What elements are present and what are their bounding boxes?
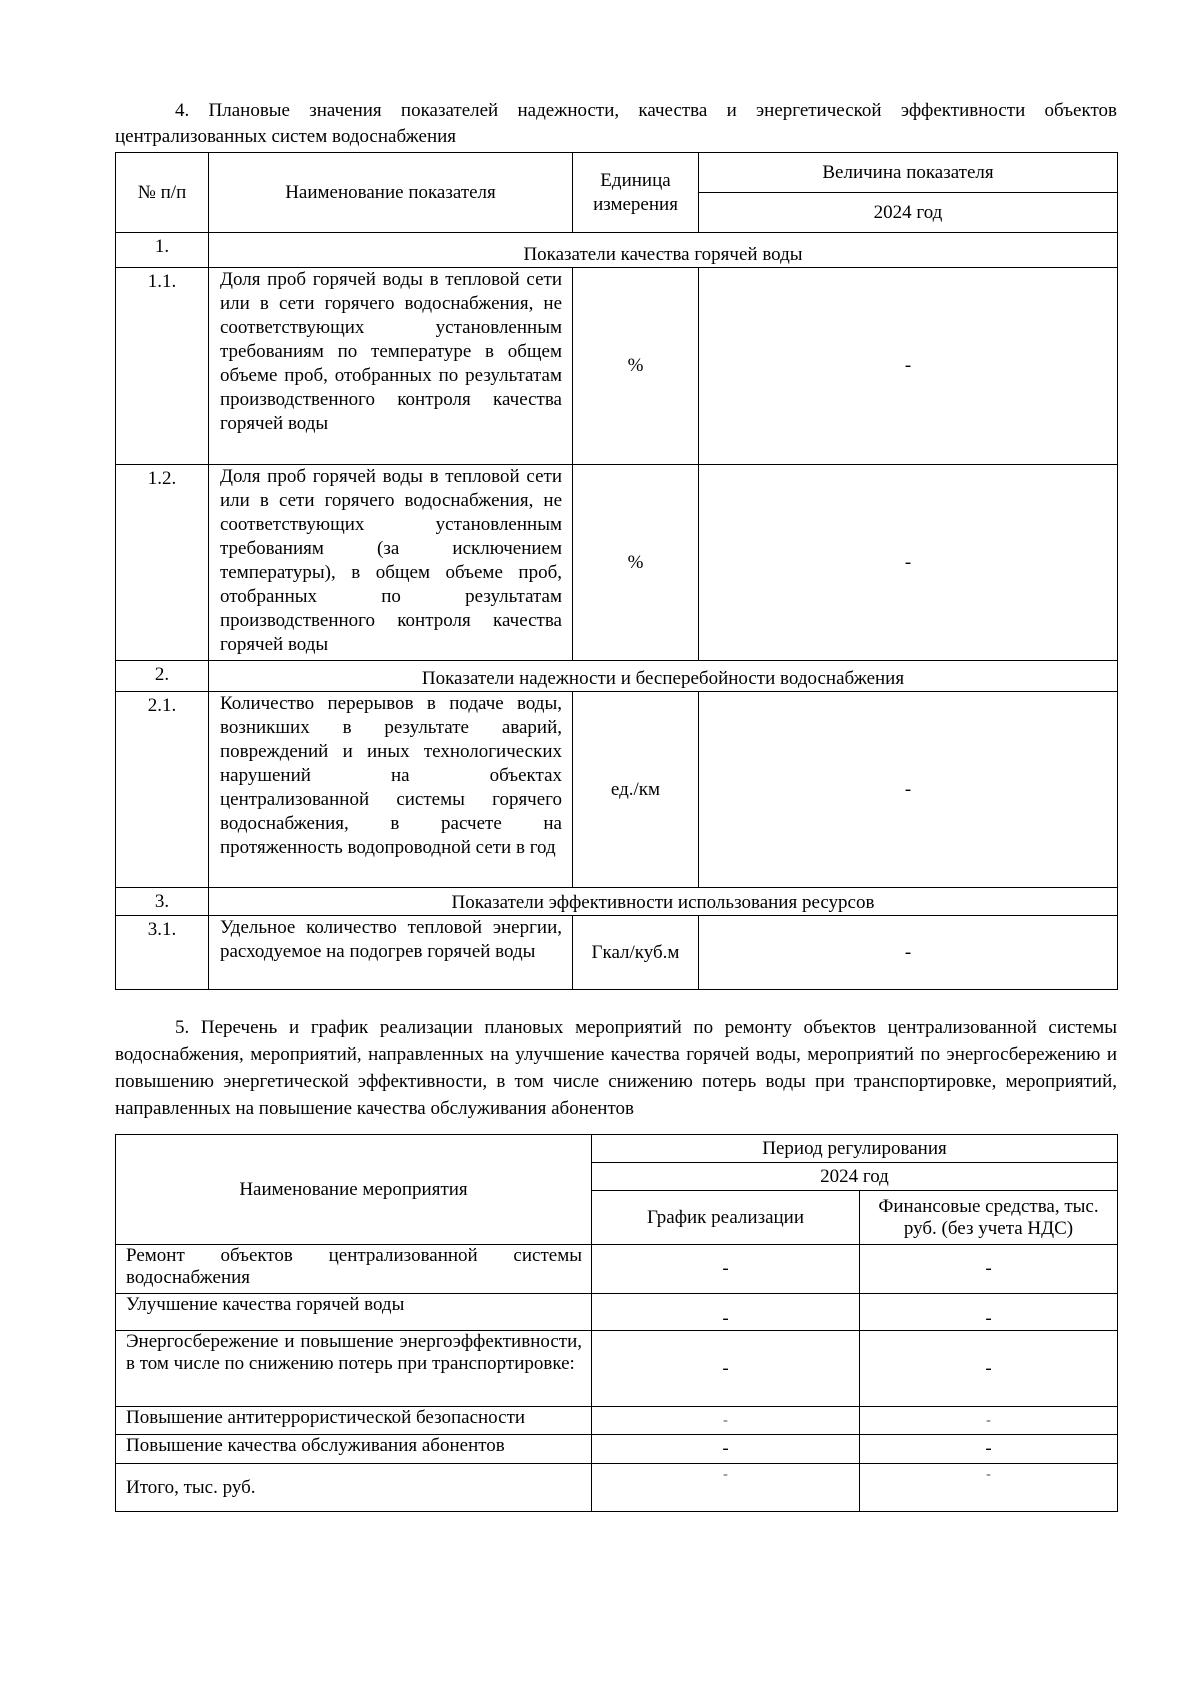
group-title: Показатели качества горячей воды (209, 233, 1118, 268)
indicator-unit: % (573, 268, 699, 465)
table-row (116, 1294, 1118, 1331)
measure-finance: - (860, 1294, 1118, 1331)
measure-name: Итого, тыс. руб. (116, 1464, 592, 1512)
table-row (116, 1331, 1118, 1407)
table-row (116, 465, 1118, 661)
indicator-unit: % (573, 465, 699, 661)
table-row (116, 1464, 1118, 1512)
measure-schedule: - (592, 1407, 860, 1435)
indicator-value: - (699, 692, 1118, 888)
measure-finance: - (860, 1435, 1118, 1464)
indicators-table (115, 152, 1118, 990)
group-row (116, 888, 1118, 916)
table-row (116, 692, 1118, 888)
row-num: 3.1. (116, 916, 209, 990)
indicator-unit: ед./км (573, 692, 699, 888)
group-num: 3. (116, 888, 209, 916)
header-period: Период регулирования (592, 1135, 1118, 1163)
group-num: 2. (116, 661, 209, 692)
measure-name: Повышение антитеррористической безопасности (116, 1407, 592, 1435)
measure-finance: - (860, 1407, 1118, 1435)
measure-finance: - (860, 1245, 1118, 1294)
group-row (116, 661, 1118, 692)
measure-finance: - (860, 1464, 1118, 1512)
measure-schedule: - (592, 1331, 860, 1407)
indicator-name: Количество перерывов в подаче воды, возникших в результате аварий, повреждений и иных технологических нарушений на объектах централизованной системы горячего водоснабжения, в расчете на протяженность водопроводной сети в год (209, 692, 573, 888)
row-num: 1.2. (116, 465, 209, 661)
document-page (115, 98, 1117, 1512)
header-finance: Финансовые средства, тыс. руб. (без учета НДС) (860, 1191, 1118, 1245)
header-measure-name: Наименование мероприятия (116, 1135, 592, 1245)
header-indicator-name: Наименование показателя (209, 153, 573, 233)
measure-schedule: - (592, 1294, 860, 1331)
header-year: 2024 год (699, 193, 1118, 233)
measure-schedule: - (592, 1464, 860, 1512)
measure-name: Ремонт объектов централизованной системы водоснабжения (116, 1245, 592, 1294)
header-year: 2024 год (592, 1163, 1118, 1191)
measure-schedule: - (592, 1245, 860, 1294)
group-title: Показатели надежности и бесперебойности водоснабжения (209, 661, 1118, 692)
indicator-value: - (699, 916, 1118, 990)
header-schedule: График реализации (592, 1191, 860, 1245)
row-num: 1.1. (116, 268, 209, 465)
measure-schedule: - (592, 1435, 860, 1464)
table-row (116, 1435, 1118, 1464)
section-4-heading: 4. Плановые значения показателей надежности, качества и энергетической эффективности объектов централизованных систем водоснабжения (115, 100, 1117, 147)
indicator-unit: Гкал/куб.м (573, 916, 699, 990)
group-row (116, 233, 1118, 268)
indicator-name: Доля проб горячей воды в тепловой сети или в сети горячего водоснабжения, не соответствующих установленным требованиям (за исключением температуры), в общем объеме проб, отобранных по результатам производственного контроля качества горячей воды (209, 465, 573, 661)
section-5-heading: 5. Перечень и график реализации плановых мероприятий по ремонту объектов централизованной системы водоснабжения, мероприятий, направленных на улучшение качества горячей воды, мероприятий по энергосбережению и повышению энергетической эффективности, в том числе снижению потерь воды при транспортировке, мероприятий, направленных на повышение качества обслуживания абонентов (115, 1017, 1117, 1119)
table-row (116, 916, 1118, 990)
measures-table (115, 1134, 1118, 1512)
measure-name: Улучшение качества горячей воды (116, 1294, 592, 1331)
header-unit: Единица измерения (573, 153, 699, 233)
header-value: Величина показателя (699, 153, 1118, 193)
indicator-name: Удельное количество тепловой энергии, расходуемое на подогрев горячей воды (209, 916, 573, 990)
indicator-value: - (699, 268, 1118, 465)
header-num: № п/п (116, 153, 209, 233)
measure-name: Повышение качества обслуживания абонентов (116, 1435, 592, 1464)
indicator-name: Доля проб горячей воды в тепловой сети или в сети горячего водоснабжения, не соответствующих установленным требованиям по температуре в общем объеме проб, отобранных по результатам производственного контроля качества горячей воды (209, 268, 573, 465)
group-title: Показатели эффективности использования ресурсов (209, 888, 1118, 916)
table-row (116, 268, 1118, 465)
measure-finance: - (860, 1331, 1118, 1407)
table-row (116, 1245, 1118, 1294)
indicator-value: - (699, 465, 1118, 661)
measure-name: Энергосбережение и повышение энергоэффективности, в том числе по снижению потерь при транспортировке: (116, 1331, 592, 1407)
table-row (116, 1407, 1118, 1435)
group-num: 1. (116, 233, 209, 268)
row-num: 2.1. (116, 692, 209, 888)
